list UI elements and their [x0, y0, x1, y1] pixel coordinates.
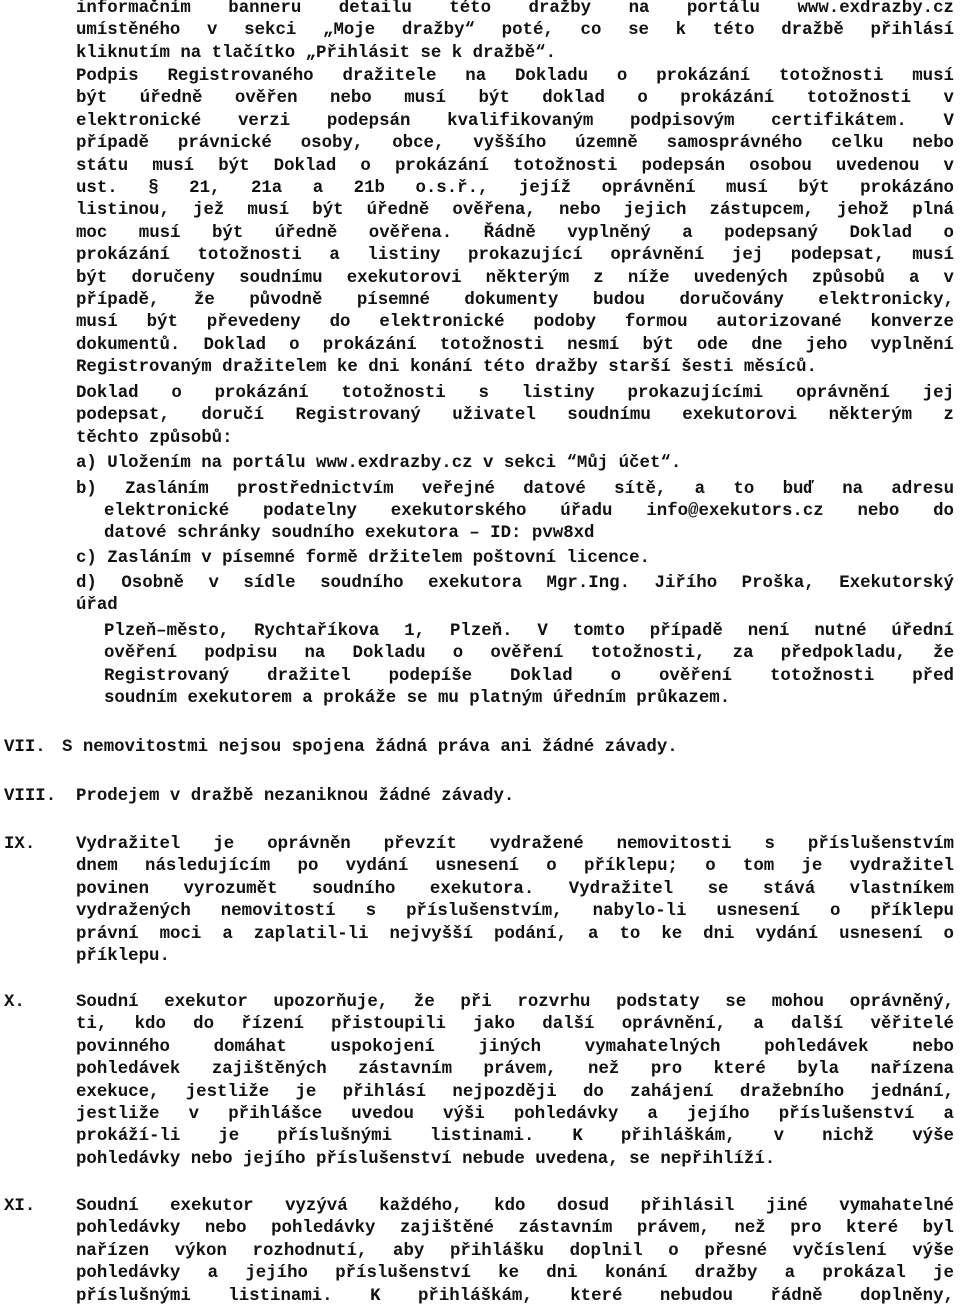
text-line: pohledávky nebo pohledávky zajištěné zástavním právem, než pro které byl: [76, 1219, 954, 1239]
method-d-continuation: [104, 621, 954, 711]
text-line: příslušnými listinami. K přihláškám, které nebudou řádně doplněny,: [76, 1286, 954, 1306]
text-line: Registrovaný dražitel podepíše Doklad o ověření totožnosti před: [104, 666, 954, 686]
text-line: pohledávek zajištěných zástavním právem, než pro které byla nařízena: [76, 1060, 954, 1080]
text-line: Plzeň–město, Rychtaříkova 1, Plzeň. V tomto případě není nutné úřední: [104, 622, 954, 641]
text-line: Doklad o prokázání totožnosti s listiny prokazujícími oprávnění jej: [76, 384, 954, 403]
text-line: Podpis Registrovaného dražitele na Dokladu o prokázání totožnosti musí: [76, 67, 954, 86]
text-line: moc musí být úředně ověřena. Řádně vyplněný a podepsaný Doklad o: [76, 223, 954, 243]
method-d: [76, 573, 954, 618]
section-ix-text: [76, 834, 954, 968]
section-number: XI.: [4, 1197, 36, 1216]
text-line: Soudní exekutor vyzývá každého, kdo dosud přihlásil jiné vymahatelné: [76, 1197, 954, 1216]
section-number: X.: [4, 993, 25, 1012]
text-line: kliknutím na tlačítko „Přihlásit se k dražbě“.: [76, 43, 557, 63]
delivery-paragraph: [76, 383, 954, 450]
text-line: prokáží-li je příslušnými listinami. K přihláškám, v nichž výše: [76, 1127, 954, 1147]
text-line: elektronické verzi podepsán kvalifikovaným podpisovým certifikátem. V: [76, 111, 954, 131]
text-line: podepsat, doručí Registrovaný uživatel soudnímu exekutorovi některým z: [76, 406, 954, 426]
text-line: příklepu.: [76, 946, 170, 966]
text-line: vydražených nemovitostí s příslušenstvím, nabylo-li usnesení o příklepu: [76, 902, 954, 922]
section-viii-text: [76, 786, 954, 808]
text-line: a) Uložením na portálu www.exdrazby.cz v sekci “Můj účet“.: [76, 454, 682, 473]
text-line: ust. § 21, 21a a 21b o.s.ř., jejíž oprávnění musí být prokázáno: [76, 178, 954, 198]
text-line: dokumentů. Doklad o prokázání totožnosti nesmí být ode dne jeho vyplnění: [76, 335, 954, 355]
method-c: [76, 548, 954, 570]
text-line: ověření podpisu na Dokladu o ověření totožnosti, za předpokladu, že: [104, 644, 954, 664]
signature-paragraph: [76, 66, 954, 379]
text-line: těchto způsobů:: [76, 428, 233, 448]
text-line: ti, kdo do řízení přistoupili jako další oprávnění, a další věřitelé: [76, 1015, 954, 1035]
section-x-text: [76, 992, 954, 1171]
method-a: [76, 453, 954, 475]
text-line: povinen vyrozumět soudního exekutora. Vydražitel se stává vlastníkem: [76, 879, 954, 899]
section-xi-text: [76, 1196, 954, 1308]
text-line: umístěného v sekci „Moje dražby“ poté, co se k této dražbě přihlásí: [76, 21, 954, 41]
text-line: Vydražitel je oprávněn převzít vydražené nemovitosti s příslušenstvím: [76, 835, 954, 854]
text-line: listinou, jež musí být úředně ověřena, nebo jejich zástupcem, jehož plná: [76, 201, 954, 221]
text-line: elektronické podatelny exekutorského úřadu info@exekutors.cz nebo do: [104, 502, 954, 521]
text-line: případě právnické osoby, obce, vyššího územně samosprávného celku nebo: [76, 134, 954, 154]
text-line: být doručeny soudnímu exekutorovi některým z níže uvedených způsobů a v: [76, 268, 954, 288]
method-b-continuation: [104, 501, 954, 546]
text-line: nařízen výkon rozhodnutí, aby přihlášku doplnil o přesné vyčíslení výše: [76, 1241, 954, 1261]
text-line: d) Osobně v sídle soudního exekutora Mgr.Ing. Jiřího Proška, Exekutorský: [76, 574, 954, 593]
text-line: datové schránky soudního exekutora – ID: pvw8xd: [104, 524, 595, 544]
text-line: b) Zasláním prostřednictvím veřejné datové sítě, a to buď na adresu: [76, 480, 954, 499]
text-line: případě, že původně písemné dokumenty budou doručovány elektronicky,: [76, 290, 954, 310]
section-number: IX.: [4, 835, 36, 854]
text-line: pohledávky a jejího příslušenství ke dni konání dražby a prokázal je: [76, 1264, 954, 1284]
section-number: VII.: [4, 738, 46, 757]
section-vii-text: [62, 737, 942, 759]
text-line: státu musí být Doklad o prokázání totožnosti podepsán osobou uvedenou v: [76, 156, 954, 176]
text-line: Registrovaným dražitelem ke dni konání této dražby starší šesti měsíců.: [76, 358, 817, 378]
text-line: S nemovitostmi nejsou spojena žádná práva ani žádné závady.: [62, 738, 678, 757]
text-line: jestliže v přihlášce uvedou výši pohledávky a jejího příslušenství a: [76, 1104, 954, 1124]
section-number: VIII.: [4, 787, 57, 806]
text-line: c) Zasláním v písemné formě držitelem poštovní licence.: [76, 549, 650, 568]
text-line: musí být převedeny do elektronické podoby formou autorizované konverze: [76, 313, 954, 333]
text-line: Soudní exekutor upozorňuje, že při rozvrhu podstaty se mohou oprávněný,: [76, 993, 954, 1012]
text-line: být úředně ověřen nebo musí být doklad o prokázání totožnosti v: [76, 89, 954, 109]
text-line: Prodejem v dražbě nezaniknou žádné závady.: [76, 787, 515, 806]
text-line: soudním exekutorem a prokáže se mu platným úředním průkazem.: [104, 689, 731, 709]
text-line: prokázání totožnosti a listiny prokazující oprávnění jej podepsat, musí: [76, 246, 954, 266]
text-line: právní moci a zaplatil-li nejvyšší podání, a to ke dni vydání usnesení o: [76, 924, 954, 944]
text-line: exekuce, jestliže je přihlásí nejpozději do zahájení dražebního jednání,: [76, 1082, 954, 1102]
text-line: povinného domáhat uspokojení jiných vymahatelných pohledávek nebo: [76, 1037, 954, 1057]
text-line: úřad: [76, 596, 118, 616]
method-b: [76, 479, 954, 501]
text-line: dnem následujícím po vydání usnesení o příklepu; o tom je vydražitel: [76, 857, 954, 877]
continuation-paragraph: [76, 0, 954, 65]
text-line: informačním banneru detailu této dražby na portálu www.exdrazby.cz: [76, 0, 954, 18]
text-line: pohledávky nebo jejího příslušenství nebude uvedena, se nepřihlíží.: [76, 1149, 776, 1169]
